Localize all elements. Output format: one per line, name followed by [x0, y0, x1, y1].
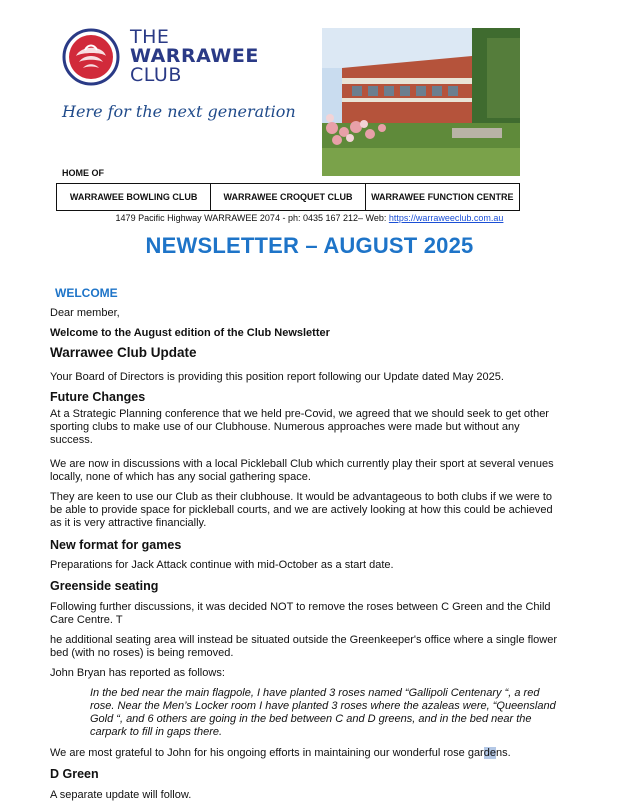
seating-paragraph-3: John Bryan has reported as follows: — [50, 667, 225, 679]
home-of-label: HOME OF — [62, 168, 104, 178]
club-croquet: WARRAWEE CROQUET CLUB — [211, 184, 365, 210]
club-bowling: WARRAWEE BOWLING CLUB — [57, 184, 211, 210]
tagline: Here for the next generation — [62, 102, 296, 121]
thanks-text-c: ns. — [495, 747, 511, 759]
format-heading: New format for games — [50, 538, 182, 552]
thanks-text-a: We are most grateful to John for his ongoing efforts in maintaining our wonderful rose gar — [50, 747, 484, 759]
club-list — [56, 183, 520, 211]
address-line — [0, 213, 619, 223]
john-bryan-quote: In the bed near the main flagpole, I have planted 3 roses named “Gallipoli Centenary “, a red rose. Near the Men’s Locker room I have planted 3 roses where the azaleas were, “Queensland Gold “, and 6 others are going in the bed between C and D greens, and in the bed near the carpark to fill in gaps there. — [90, 687, 556, 738]
welcome-heading: WELCOME — [55, 286, 118, 300]
update-heading: Warrawee Club Update — [50, 345, 197, 360]
future-heading: Future Changes — [50, 390, 146, 404]
future-paragraph-1: At a Strategic Planning conference that we held pre-Covid, we agreed that we should seek to get other sporting clubs to make use of our Clubhouse. Numerous approaches were made but without any success. — [50, 408, 549, 446]
update-text: Your Board of Directors is providing this position report following our Update dated May 2025. — [50, 371, 504, 383]
website-link[interactable]: https://warraweeclub.com.au — [388, 213, 504, 223]
intro-line: Welcome to the August edition of the Club Newsletter — [50, 327, 330, 339]
club-logo-rose — [62, 28, 120, 86]
logo-line-3: CLUB — [130, 64, 182, 86]
newsletter-title: NEWSLETTER – AUGUST 2025 — [145, 233, 474, 258]
thanks-text — [50, 747, 560, 760]
seating-heading: Greenside seating — [50, 579, 159, 593]
text-selection-highlight: de — [483, 747, 496, 759]
format-text: Preparations for Jack Attack continue with mid-October as a start date. — [50, 559, 394, 571]
club-logo-text — [130, 28, 259, 85]
logo-line-2: WARRAWEE — [130, 45, 259, 67]
future-paragraph-3: They are keen to use our Club as their clubhouse. It would be advantageous to both clubs if we were to be able to provide space for pickleball courts, and we are actively looking at how this could be achieved as it is very attractive financially. — [50, 491, 553, 529]
clubhouse-photo — [322, 28, 520, 176]
address-text: 1479 Pacific Highway WARRAWEE 2074 - ph: 0435 167 212– Web: — [115, 213, 389, 223]
club-function-centre: WARRAWEE FUNCTION CENTRE — [371, 192, 514, 202]
greeting: Dear member, — [50, 307, 120, 319]
seating-paragraph-1: Following further discussions, it was decided NOT to remove the roses between C Green and the Child Care Centre. T — [50, 601, 551, 626]
seating-paragraph-2: he additional seating area will instead be situated outside the Greenkeeper's office where a single flower bed (with no roses) is being removed. — [50, 634, 557, 659]
dgreen-heading: D Green — [50, 767, 99, 781]
dgreen-text: A separate update will follow. — [50, 789, 192, 801]
logo-line-1: THE — [130, 26, 170, 48]
future-paragraph-2: We are now in discussions with a local Pickleball Club which currently play their sport at several venues locally, none of which has any social gathering space. — [50, 458, 554, 483]
